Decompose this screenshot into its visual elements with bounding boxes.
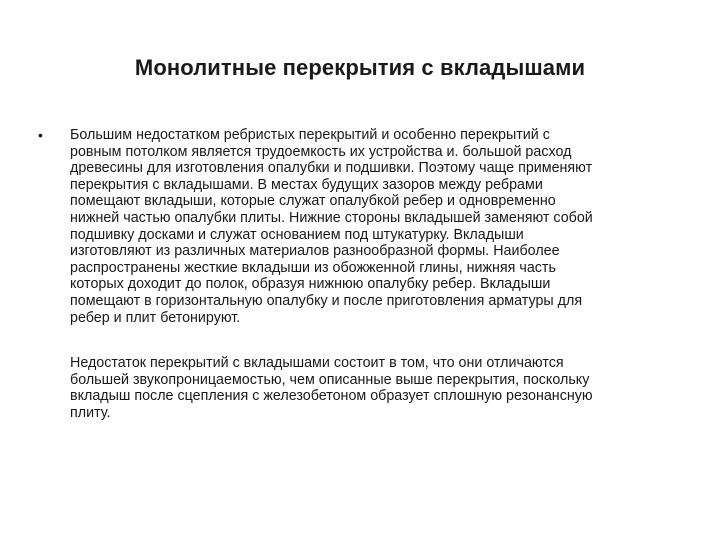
paragraph-line: подшивку досками и служат основанием под штукатурку. Вкладыши	[70, 226, 524, 243]
slide-title: Монолитные перекрытия с вкладышами	[134, 55, 586, 80]
paragraph-main	[70, 127, 696, 326]
paragraph-line: распространены жесткие вкладыши из обожженной глины, нижняя часть	[70, 259, 556, 276]
paragraph-line: Недостаток перекрытий с вкладышами состоит в том, что они отличаются	[70, 355, 564, 371]
paragraph-secondary	[70, 355, 696, 421]
paragraph-line: большей звукопроницаемостью, чем описанные выше перекрытия, поскольку	[70, 371, 590, 388]
paragraph-line: ровным потолком является трудоемкость их устройства и. большой расход	[70, 143, 572, 160]
paragraph-line: нижней частью опалубки плиты. Нижние стороны вкладышей заменяют собой	[70, 209, 593, 226]
paragraph-line: вкладыш после сцепления с железобетоном образует сплошную резонансную	[70, 388, 593, 405]
paragraph-line: ребер и плит бетонируют.	[70, 309, 241, 326]
paragraph-line: которых доходит до полок, образуя нижнюю опалубку ребер. Вкладыши	[70, 276, 551, 293]
paragraph-line: перекрытия с вкладышами. В местах будущих зазоров между ребрами	[70, 176, 543, 193]
paragraph-line: Большим недостатком ребристых перекрытий и особенно перекрытий с	[70, 127, 550, 143]
paragraph-line: древесины для изготовления опалубки и подшивки. Поэтому чаще применяют	[70, 160, 593, 177]
paragraph-line: плиту.	[70, 404, 111, 421]
bullet-marker: •	[38, 127, 43, 143]
paragraph-line: изготовляют из различных материалов разнообразной формы. Наиболее	[70, 243, 560, 260]
paragraph-line: помещают вкладыши, которые служат опалубкой ребер и одновременно	[70, 193, 556, 210]
paragraph-line: помещают в горизонтальную опалубку и после приготовления арматуры для	[70, 292, 583, 309]
